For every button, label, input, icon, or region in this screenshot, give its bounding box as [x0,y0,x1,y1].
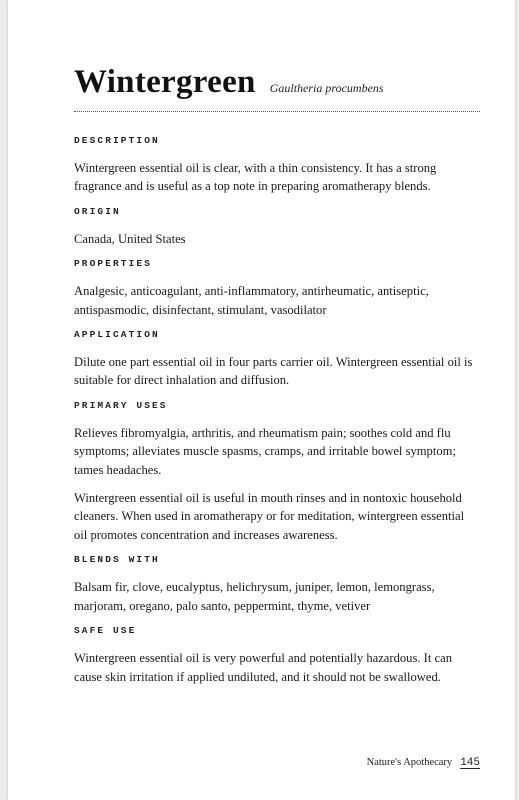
section-description [74,135,480,196]
section-primary-uses [74,400,480,544]
section-text: Dilute one part essential oil in four parts carrier oil. Wintergreen essential oil is suitable for direct inhalation and diffusion. [74,355,473,388]
section-text: Relieves fibromyalgia, arthritis, and rheumatism pain; soothes cold and flu symptoms; alleviates muscle spasms, cramps, and irritable bowel symptom; tames headaches. [74,425,456,477]
section-application [74,329,480,390]
section-label: DESCRIPTION [74,135,160,146]
entry-title: Wintergreen [74,64,256,100]
section-safe-use [74,625,480,686]
section-blends-with [74,554,480,615]
latin-name: Gaultheria procumbens [269,81,384,95]
section-text: Balsam fir, clove, eucalyptus, helichrysum, juniper, lemon, lemongrass, marjoram, oregano, palo santo, peppermint, thyme, vetiver [74,580,435,613]
section-label: PROPERTIES [74,258,153,270]
dotted-divider [74,111,480,112]
running-footer-title: Nature's Apothecary [366,757,453,768]
section-label: ORIGIN [74,205,121,217]
page-footer [74,752,480,770]
entry-sections [74,135,480,696]
section-text: Canada, United States [74,231,186,246]
section-label: BLENDS WITH [74,554,160,566]
section-text: Wintergreen essential oil is useful in mouth rinses and in nontoxic household cleaners. When used in aromatherapy or for meditation, wintergreen essential oil promotes concentration and increases awareness. [74,491,465,542]
section-text: Wintergreen essential oil is clear, with a thin consistency. It has a strong fragrance and is useful as a top note in preparing aromatherapy blends. [74,161,437,194]
section-text: Analgesic, anticoagulant, anti-inflammatory, antirheumatic, antiseptic, antispasmodic, disinfectant, stimulant, vasodilator [74,284,429,317]
section-origin [74,206,480,248]
page-number: 145 [460,757,480,769]
section-text: Wintergreen essential oil is very powerful and potentially hazardous. It can cause skin irritation if applied undiluted, and it should not be swallowed. [74,651,452,684]
section-label: SAFE USE [74,625,137,637]
entry-header [74,64,480,101]
section-label: APPLICATION [74,329,160,341]
section-properties [74,258,480,319]
book-page [8,0,515,800]
section-label: PRIMARY USES [74,399,168,411]
